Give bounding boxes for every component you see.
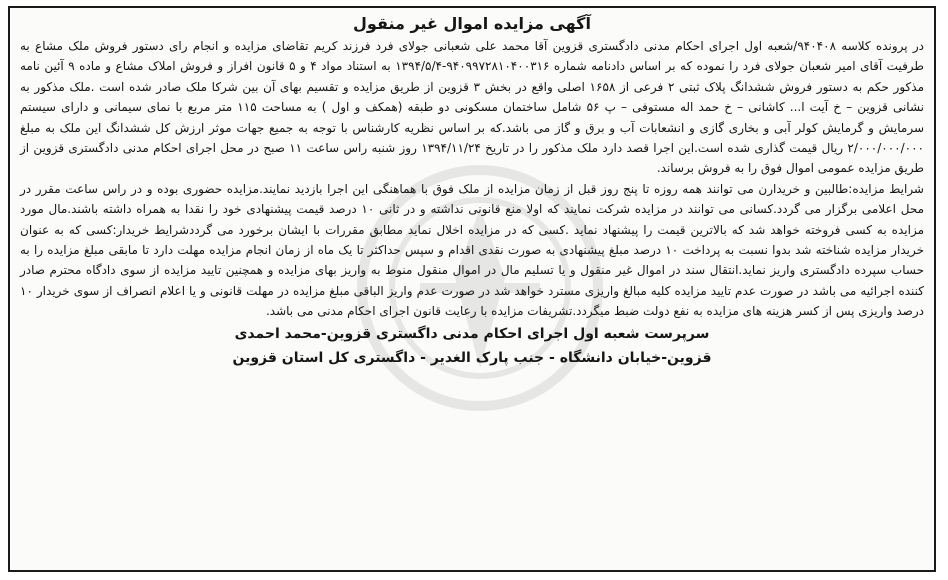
notice-frame [8,6,936,572]
notice-content [20,12,924,566]
notice-main-paragraph: در پرونده کلاسه ۹۴۰۴۰۸/شعبه اول اجرای احکام مدنی دادگستری قزوین آقا محمد علی شعبانی جولای فرد فرزند کریم تقاضای مزایده و انجام رای دستور فروش ملک مشاع به طرفیت آقای امیر شعبان جولای فرد را نموده که بر اساس دادنامه شماره ۹۴۰۹۹۷۲۸۱۰۴۰۰۳۱۶-۱۳۹۴/۵/۴ به استناد مواد ۴ و ۵ قانون افراز و فروش املاک مشاع و ماده ۹ آئین نامه مذکور حکم به دستور فروش ششدانگ پلاک ثبتی ۲ فرعی از ۱۶۵۸ اصلی واقع در بخش ۳ قزوین از طریق مزایده و تقسیم بهای آن بین شرکا ملک صادر شده است .ملک مذکور به نشانی قزوین – خ آیت ا... کاشانی – خ حمد اله مستوفی – پ ۵۶ شامل ساختمان مسکونی دو طبقه (همکف و اول ) به مساحت ۱۱۵ متر مربع با نمای سیمانی و دارای سیستم سرمایش و گرمایش کولر آبی و بخاری گازی و انشعابات آب و برق و گاز می باشد.که بر اساس نظریه کارشناس با توجه به جمیع جهات موثر ارزش کل ششدانگ این ملک به مبلغ ۲/۰۰۰/۰۰۰/۰۰۰ ریال قیمت گذاری شده است.این اجرا قصد دارد ملک مذکور را در تاریخ ۱۳۹۴/۱۱/۲۴ روز شنبه راس ساعت ۱۱ صبح در محل اجرای احکام مدنی دادگستری قزوین از طریق مزایده عمومی اموال فوق را به فروش برساند. [20,39,924,176]
notice-title: آگهی مزایده اموال غیر منقول [353,14,591,33]
signature-title: سرپرست شعبه اول اجرای احکام مدنی داگستری قزوین-محمد احمدی [234,325,710,342]
notice-conditions-paragraph: شرایط مزایده:طالبین و خریدارن می توانند همه روزه تا پنج روز قبل از زمان مزایده از ملک فوق با هماهنگی این اجرا بازدید نمایند.مزایده حضوری بوده و در راس ساعت مقرر در محل اعلامی برگزار می گردد.کسانی می توانند در مزایده شرکت نمایند که اولا منع قانونی نداشته و در ثانی ۱۰ درصد قیمت پیشنهادی خود را نقدا به همراه داشته باشند.مال مورد مزایده به کسی فروخته خواهد شد که بالاترین قیمت را پیشنهاد نماید .کسی که در مزایده اخلال نماید مطابق مقررات با ایشان برخورد می گرددشرایط خریدار:کسی که به عنوان خریدار مزایده شناخته شد بدوا نسبت به پرداخت ۱۰ درصد مبلغ پیشنهادی به صورت نقدی اقدام و سپس حداکثر تا یک ماه از زمان انجام مزایده مهلت دارد تا مابقی مبلغ مزایده را به حساب سپرده دادگستری واریز نماید.انتقال سند در اموال غیر منقول و یا تسلیم مال در اموال منقول منوط به واریز بهای مزایده و همچنین تایید مزایده از سوی دادگاه محترم صادر کننده اجرائیه می باشد در صورت عدم تایید مزایده کلیه مبالغ واریزی مسترد خواهد شد در صورت عدم واریز الباقی مبلغ مزایده در مهلت قانونی و یا اعلام انصراف از سوی خریدار ۱۰ درصد واریزی پس از کسر هزینه های مزایده به نفع دولت ضبط میگردد.تشریفات مزایده با رعایت قانون اجرای احکام مدنی می باشد. [20,181,924,319]
signature-address: قزوین-خیابان دانشگاه - جنب پارک الغدیر - داگستری کل استان قزوین [232,349,712,366]
